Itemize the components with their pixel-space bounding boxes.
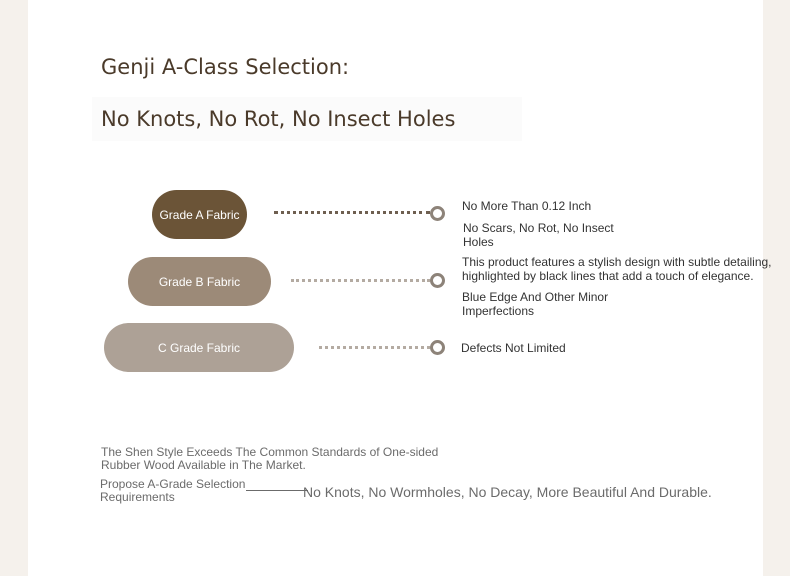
grade-b-spec: This product features a stylish design with subtle detailing, highlighted by black lines that add a touch of elegance. <box>462 255 772 283</box>
page-title-line1: Genji A-Class Selection: <box>101 55 350 79</box>
page-title-line2: No Knots, No Rot, No Insect Holes <box>101 107 456 131</box>
requirements-text: No Knots, No Wormholes, No Decay, More Beautiful And Durable. <box>303 484 712 500</box>
connector-line-a <box>274 211 430 214</box>
grade-c-badge: C Grade Fabric <box>104 323 294 372</box>
grade-c-spec: Defects Not Limited <box>461 341 566 355</box>
connector-node-a <box>430 206 445 221</box>
grade-b-badge: Grade B Fabric <box>128 257 271 306</box>
grade-a-spec: No More Than 0.12 Inch <box>462 199 592 213</box>
footer-note: The Shen Style Exceeds The Common Standards of One-sided Rubber Wood Available in The Market. <box>101 445 439 472</box>
grade-a-badge: Grade A Fabric <box>152 190 247 239</box>
connector-node-c <box>430 340 445 355</box>
connector-node-b <box>430 273 445 288</box>
connector-line-b <box>291 279 430 282</box>
requirements-label: Propose A-Grade Selection Requirements <box>100 477 246 504</box>
grade-a-detail: No Scars, No Rot, No Insect Holes <box>463 221 614 249</box>
requirements-divider <box>246 490 308 491</box>
connector-line-c <box>319 346 430 349</box>
grade-b-detail: Blue Edge And Other Minor Imperfections <box>462 290 609 318</box>
